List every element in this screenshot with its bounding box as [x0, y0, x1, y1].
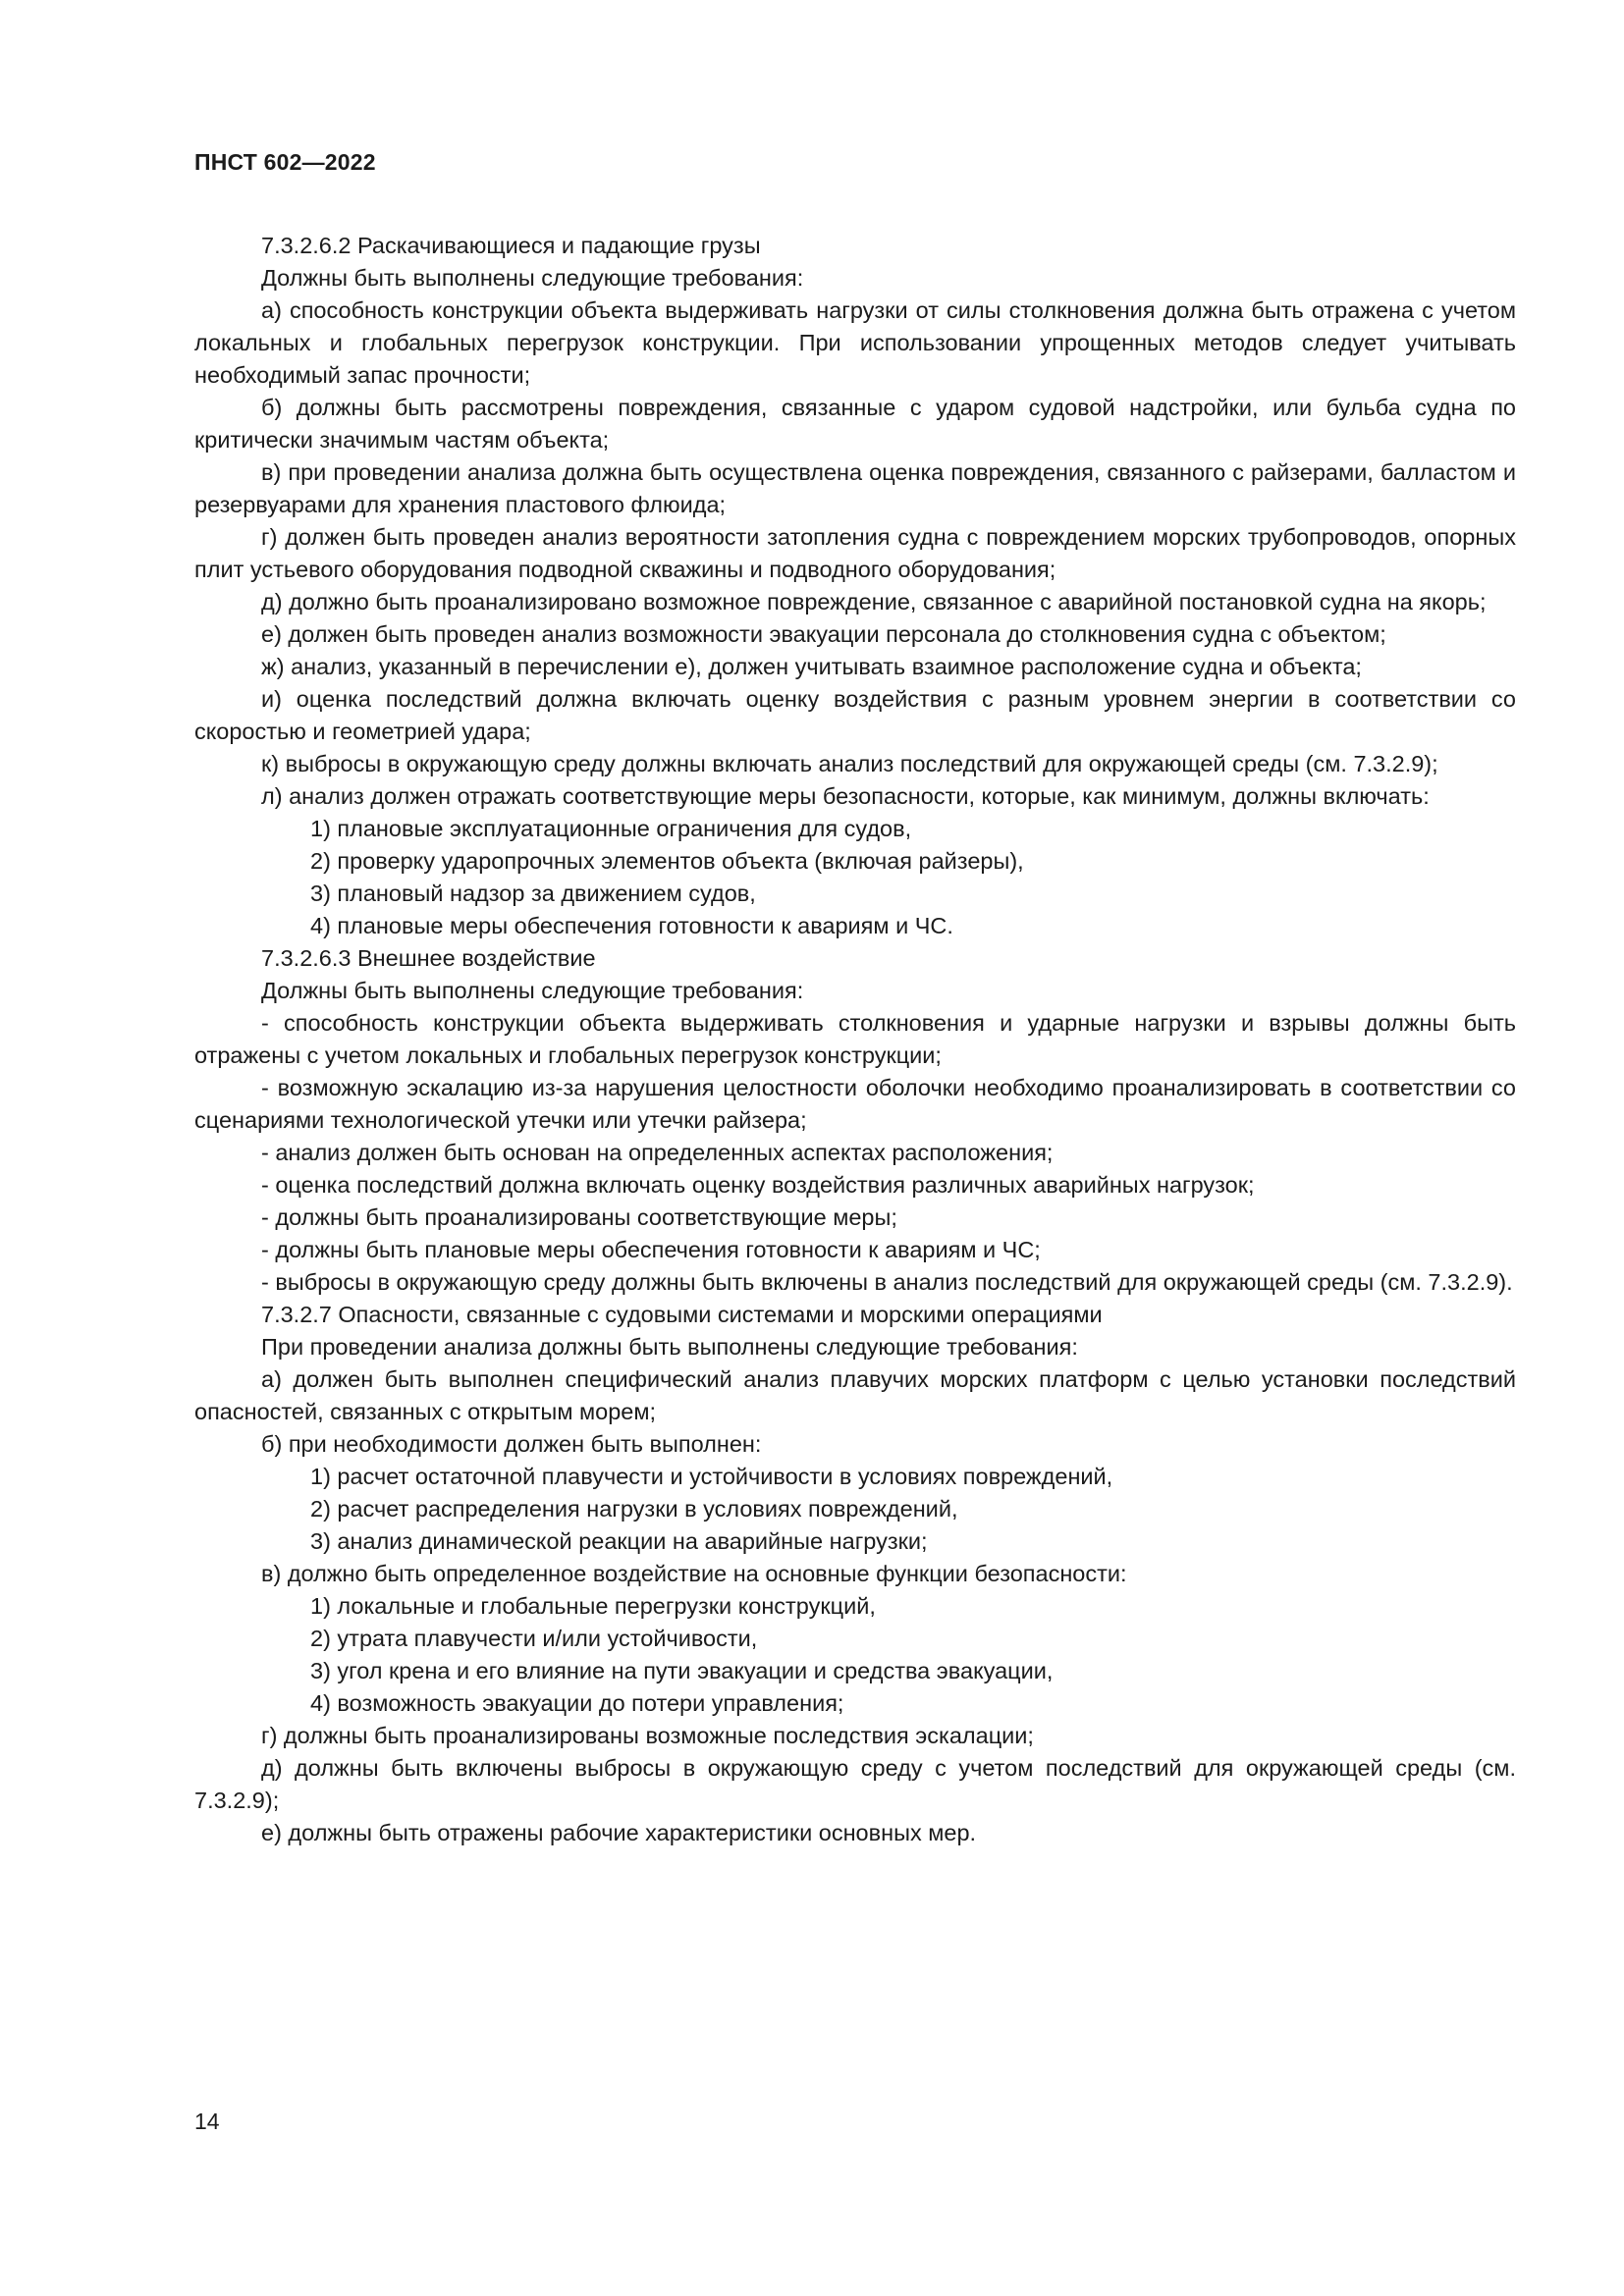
- sub-list-item: 3) анализ динамической реакции на аварийные нагрузки;: [310, 1528, 928, 1554]
- section-heading: 7.3.2.6.3 Внешнее воздействие: [261, 945, 596, 971]
- page-number: 14: [194, 2109, 220, 2134]
- sub-list-item: 4) плановые меры обеспечения готовности к авариям и ЧС.: [310, 913, 953, 938]
- sub-list-item: 3) угол крена и его влияние на пути эвакуации и средства эвакуации,: [310, 1658, 1054, 1683]
- list-item: г) должны быть проанализированы возможные последствия эскалации;: [261, 1723, 1034, 1748]
- list-item: б) должны быть рассмотрены повреждения, связанные с ударом судовой надстройки, или бульба судна по критически значимым частям объекта;: [194, 395, 1516, 453]
- section-heading: 7.3.2.7 Опасности, связанные с судовыми системами и морскими операциями: [261, 1302, 1103, 1327]
- list-item: д) должно быть проанализировано возможное повреждение, связанное с аварийной постановкой судна на якорь;: [261, 589, 1487, 614]
- paragraph: Должны быть выполнены следующие требования:: [261, 265, 804, 291]
- list-item: ж) анализ, указанный в перечислении е), должен учитывать взаимное расположение судна и объекта;: [261, 654, 1362, 679]
- paragraph: При проведении анализа должны быть выполнены следующие требования:: [261, 1334, 1078, 1360]
- dash-list-item: - оценка последствий должна включать оценку воздействия различных аварийных нагрузок;: [261, 1172, 1255, 1198]
- list-item: к) выбросы в окружающую среду должны включать анализ последствий для окружающей среды (см. 7.3.2.9);: [261, 751, 1438, 776]
- list-item: а) способность конструкции объекта выдерживать нагрузки от силы столкновения должна быть отражена с учетом локальных и глобальных перегрузок конструкции. При использовании упрощенных методов следует учитывать необходимый запас прочности;: [194, 297, 1516, 388]
- sub-list-item: 1) плановые эксплуатационные ограничения для судов,: [310, 816, 912, 841]
- list-item: л) анализ должен отражать соответствующие меры безопасности, которые, как минимум, должны включать:: [261, 783, 1430, 809]
- dash-list-item: - должны быть проанализированы соответствующие меры;: [261, 1204, 897, 1230]
- list-item: а) должен быть выполнен специфический анализ плавучих морских платформ с целью установки последствий опасностей, связанных с открытым морем;: [194, 1366, 1516, 1424]
- list-item: в) при проведении анализа должна быть осуществлена оценка повреждения, связанного с райзерами, балластом и резервуарами для хранения пластового флюида;: [194, 459, 1516, 517]
- list-item: в) должно быть определенное воздействие на основные функции безопасности:: [261, 1561, 1127, 1586]
- sub-list-item: 2) проверку ударопрочных элементов объекта (включая райзеры),: [310, 848, 1024, 874]
- document-code-header: ПНСТ 602—2022: [194, 149, 376, 175]
- dash-list-item: - должны быть плановые меры обеспечения готовности к авариям и ЧС;: [261, 1237, 1041, 1262]
- paragraph: Должны быть выполнены следующие требования:: [261, 978, 804, 1003]
- sub-list-item: 1) расчет остаточной плавучести и устойчивости в условиях повреждений,: [310, 1464, 1113, 1489]
- dash-list-item: - способность конструкции объекта выдерживать столкновения и ударные нагрузки и взрывы должны быть отражены с учетом локальных и глобальных перегрузок конструкции;: [194, 1010, 1516, 1068]
- list-item: и) оценка последствий должна включать оценку воздействия с разным уровнем энергии в соответствии со скоростью и геометрией удара;: [194, 686, 1516, 744]
- list-item: б) при необходимости должен быть выполнен:: [261, 1431, 762, 1457]
- sub-list-item: 1) локальные и глобальные перегрузки конструкций,: [310, 1593, 876, 1619]
- dash-list-item: - возможную эскалацию из-за нарушения целостности оболочки необходимо проанализировать в соответствии со сценариями технологической утечки или утечки райзера;: [194, 1075, 1516, 1133]
- sub-list-item: 2) расчет распределения нагрузки в условиях повреждений,: [310, 1496, 958, 1522]
- document-body: [194, 230, 1516, 1849]
- section-heading: 7.3.2.6.2 Раскачивающиеся и падающие грузы: [261, 233, 761, 258]
- list-item: г) должен быть проведен анализ вероятности затопления судна с повреждением морских трубопроводов, опорных плит устьевого оборудования подводной скважины и подводного оборудования;: [194, 524, 1516, 582]
- dash-list-item: - выбросы в окружающую среду должны быть включены в анализ последствий для окружающей среды (см. 7.3.2.9).: [261, 1269, 1513, 1295]
- list-item: д) должны быть включены выбросы в окружающую среду с учетом последствий для окружающей среды (см. 7.3.2.9);: [194, 1755, 1516, 1813]
- dash-list-item: - анализ должен быть основан на определенных аспектах расположения;: [261, 1140, 1054, 1165]
- sub-list-item: 3) плановый надзор за движением судов,: [310, 881, 756, 906]
- list-item: е) должны быть отражены рабочие характеристики основных мер.: [261, 1820, 977, 1845]
- sub-list-item: 4) возможность эвакуации до потери управления;: [310, 1690, 844, 1716]
- sub-list-item: 2) утрата плавучести и/или устойчивости,: [310, 1626, 758, 1651]
- list-item: е) должен быть проведен анализ возможности эвакуации персонала до столкновения судна с объектом;: [261, 621, 1386, 647]
